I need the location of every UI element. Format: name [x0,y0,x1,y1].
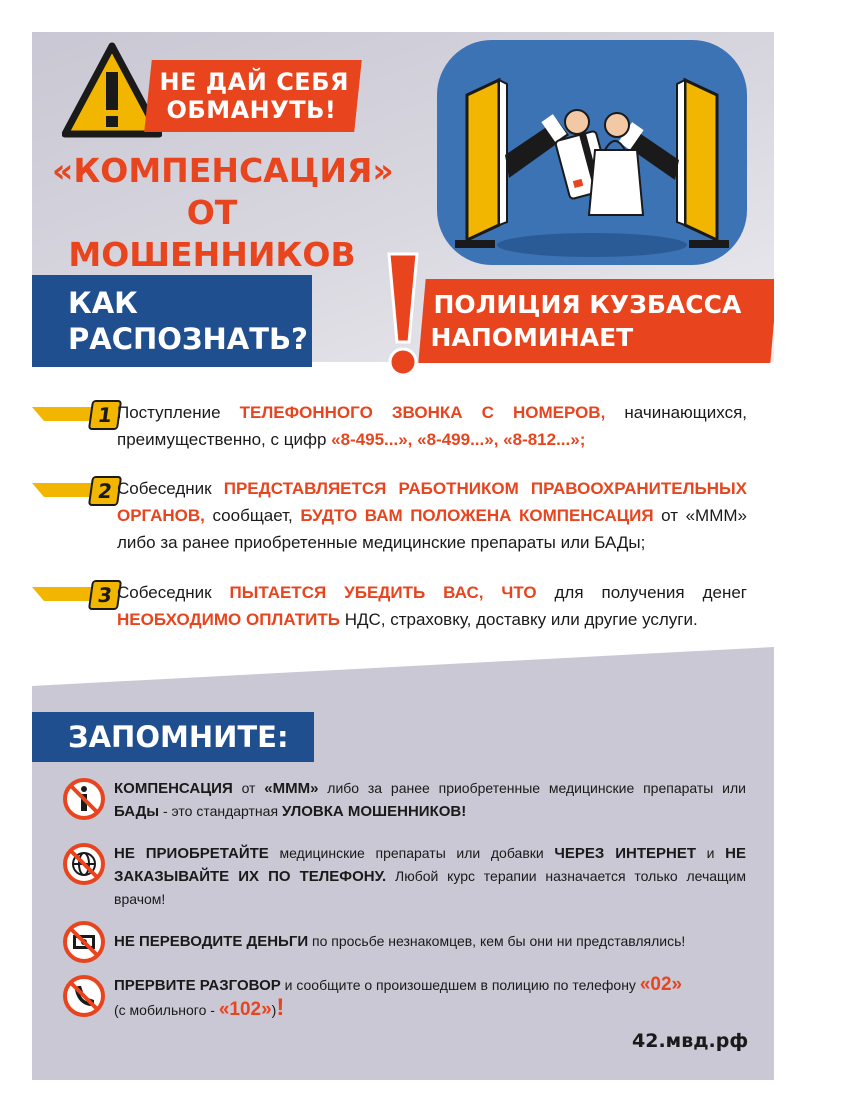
rule-text: НЕ ПРИОБРЕТАЙТЕ медицинские препараты или добавки ЧЕРЕЗ ИНТЕРНЕТ и НЕ ЗАКАЗЫВАЙТЕ ИХ ПО ТЕЛЕФОНУ. Любой курс терапии назначается только лечащим врачом! [114,845,747,907]
page-title [52,150,394,276]
how-to-recognize-banner [32,275,312,367]
item-number: 2 [88,476,122,506]
item-text: Собеседник ПРЕДСТАВЛЯЕТСЯ РАБОТНИКОМ ПРАВООХРАНИТЕЛЬНЫХ ОРГАНОВ, сообщает, БУДТО ВАМ ПОЛОЖЕНА КОМПЕНСАЦИЯ от «МММ» либо за ранее приобретенные медицинские препараты или БАДы; [117,479,747,552]
rule-text: НЕ ПЕРЕВОДИТЕ ДЕНЬГИ по просьбе незнакомцев, кем бы они ни представлялись! [114,933,686,950]
police-line-2: НАПОМИНАЕТ [430,323,634,352]
title-line-1: «КОМПЕНСАЦИЯ» [52,151,394,190]
remember-banner [32,712,314,762]
item-number-marker [32,400,120,428]
no-internet-icon [62,842,106,886]
site-url: 42.мвд.рф [632,1030,749,1052]
warning-line-1: НЕ ДАЙ СЕБЯ [159,68,350,96]
online-shopping-illustration [427,40,757,270]
item-number-marker [32,476,120,504]
title-line-2: ОТ МОШЕННИКОВ [68,193,356,274]
item-number: 1 [88,400,122,430]
item-text: Поступление ТЕЛЕФОННОГО ЗВОНКА С НОМЕРОВ, начинающихся, преимущественно, с цифр «8-495...», «8-499...», «8-812...»; [117,403,748,449]
leaflet [32,32,774,1080]
item-number-marker [32,580,120,608]
how-line-1: КАК [68,286,138,320]
no-phone-icon [62,974,106,1018]
rule-text: КОМПЕНСАЦИЯ от «МММ» либо за ранее приобретенные медицинские препараты или БАДы - это стандартная УЛОВКА МОШЕННИКОВ! [114,780,746,820]
exclamation-mark: ! [276,994,285,1021]
warning-header [62,42,362,142]
remember-title: ЗАПОМНИТЕ: [68,720,289,754]
no-money-icon [62,920,106,964]
how-line-2: РАСПОЗНАТЬ? [68,322,308,356]
exclamation-icon [385,250,421,380]
item-text: Собеседник ПЫТАЕТСЯ УБЕДИТЬ ВАС, ЧТО для получения денег НЕОБХОДИМО ОПЛАТИТЬ НДС, страховку, доставку или другие услуги. [117,583,747,629]
no-info-icon [62,777,106,821]
police-line-1: ПОЛИЦИЯ КУЗБАССА [433,290,742,319]
police-reminds-banner [418,279,774,363]
item-number: 3 [88,580,122,610]
warning-banner [144,60,362,132]
rule-text: ПРЕРВИТЕ РАЗГОВОР и сообщите о произошедшем в полицию по телефону «02» (с мобильного - «102»)! [114,974,683,1021]
warning-line-2: ОБМАНУТЬ! [166,96,337,124]
